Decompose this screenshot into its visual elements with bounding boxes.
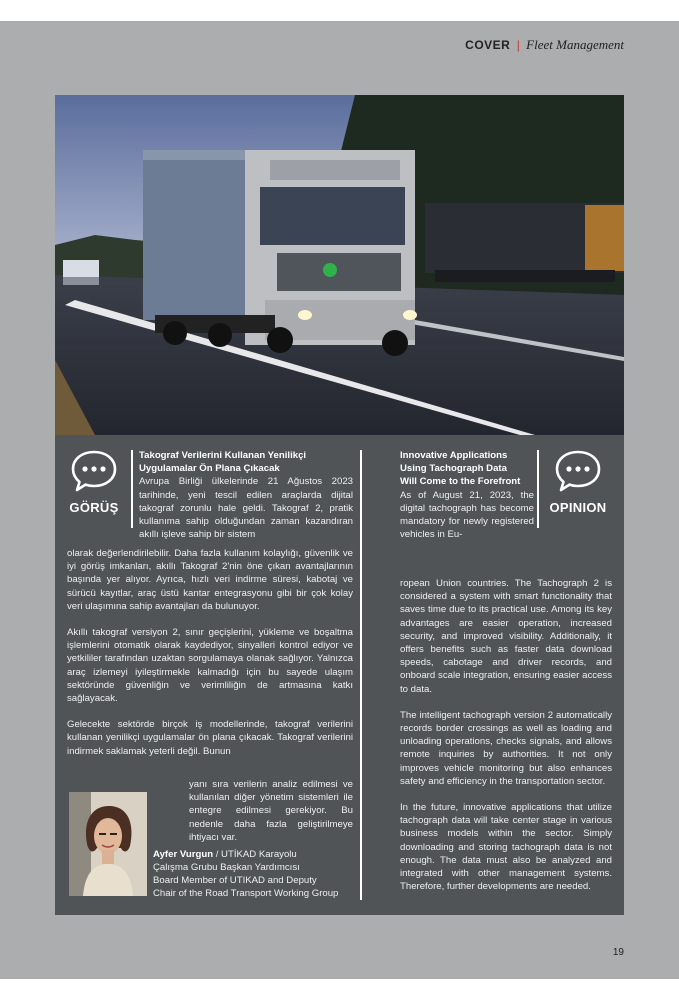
english-title-line3: Will Come to the Forefront (400, 476, 521, 488)
turkish-title-line2: Uygulamalar Ön Plana Çıkacak (139, 463, 280, 475)
english-lead: As of August 21, 2023, the digital tachograph has become mandatory for newly registered vehicles in Eu- (400, 489, 534, 541)
badge-label-en: OPINION (549, 500, 607, 515)
page-number: 19 (612, 947, 624, 958)
english-paragraph-3: In the future, innovative applications that utilize tachograph data will take center stage in various business models within the sector. Simply downloading and storing tachograph data is not enough. The data must also be analyzed and integrated with other management systems. Therefore, further developments are needed. (400, 802, 612, 893)
badge-rule-en (537, 450, 539, 528)
english-heading-block (400, 449, 534, 541)
turkish-paragraph-3: Gelecekte sektörde birçok iş modellerinde, takograf verilerini kullanan yenilikçi uygulamalar ön plana çıkacak. Takograf verilerini indirmek saklamak yeterli değil. Bunun (67, 719, 353, 757)
turkish-wrap-text (189, 778, 353, 844)
turkish-paragraph-2: Akıllı takograf versiyon 2, sınır geçişlerini, yükleme ve boşaltma işlemlerini otomatik olarak kaydediyor, sinyalleri kontrol ediyor ve yetkililer tarafından uzaktan sorgulamaya olanak sağlıyor. Yalnızca araç izlemeyi iyileştirmekle kalmadığı için bu sayede ulaşım sektöründe güvenliğin ve verimliliğin de artmasına katkı sağlayacak. (67, 627, 353, 705)
author-portrait (69, 792, 147, 896)
badge-rule-tr (131, 450, 133, 528)
turkish-body (67, 547, 353, 758)
english-title-line2: Using Tachograph Data (400, 463, 507, 475)
turkish-paragraph-3-wrap: yanı sıra verilerin analiz edilmesi ve kullanılan diğer yönetim sistemleri ile entegre edilmesi gerekiyor. Bu nedenle daha fazla geliştirilmeye ihtiyacı var. (189, 779, 353, 843)
badge-label-tr: GÖRÜŞ (69, 500, 119, 515)
turkish-heading-block (139, 449, 353, 541)
column-divider (360, 450, 362, 900)
header-section: Fleet Management (526, 37, 624, 52)
turkish-title-line1: Takograf Verilerini Kullanan Yenilikçi (139, 450, 307, 461)
opinion-panel (55, 435, 624, 915)
author-name: Ayfer Vurgun (153, 849, 214, 860)
speech-bubble-icon (554, 449, 602, 493)
header-separator: | (516, 38, 520, 52)
english-body (400, 577, 612, 893)
author-org-tr: / UTİKAD Karayolu (213, 849, 297, 860)
author-role-en-2: Chair of the Road Transport Working Group (153, 888, 339, 899)
author-role-tr: Çalışma Grubu Başkan Yardımcısı (153, 862, 300, 873)
turkish-paragraph-1: olarak değerlendirilebilir. Daha fazla kullanım kolaylığı, güvenlik ve iyi görüş imkanları, akıllı Takograf 2'nin öne çıkan avantajlarının başında yer alıyor. Ayrıca, hızlı veri indirme süresi, kabotaj ve sürücü kayıtlar, araç üstü kantar entegrasyonu gibi bir çok kolay veri ulaşımına sahip avantajları da bulunuyor. (67, 548, 353, 612)
english-paragraph-1: ropean Union countries. The Tachograph 2 is considered a system with smart functionality that saves time due to its practical use. Among its key advantages are easier operation, increased security, and improved visibility. Additionally, it offers benefits such as faster data download speeds, cabotage and driver records, and onboard scale integration, ensuring easier access to data. (400, 578, 612, 695)
english-badge (543, 449, 613, 515)
english-title-line1: Innovative Applications (400, 450, 508, 461)
running-header (465, 37, 624, 53)
turkish-lead: Avrupa Birliği ülkelerinde 21 Ağustos 2023 tarihinde, yeni tescil edilen araçlarda dijital takograf zorunlu hale geldi. Takograf 2, pratik kullanıma sahip olduğundan zaman kazandıran akıllı işleve sahip bir sistem (139, 476, 353, 541)
header-cover: COVER (465, 38, 511, 52)
turkish-badge (67, 449, 121, 515)
author-credit (153, 848, 363, 900)
english-paragraph-2: The intelligent tachograph version 2 automatically records border crossings as well as loading and unloading operations, checks signals, and allows remote inquiries by authorities. It not only improves vehicle monitoring but also enhances safety and efficiency in the transportation sector. (400, 709, 612, 787)
truck-photo (55, 95, 624, 435)
author-role-en-1: Board Member of UTIKAD and Deputy (153, 875, 317, 886)
speech-bubble-icon (70, 449, 118, 493)
